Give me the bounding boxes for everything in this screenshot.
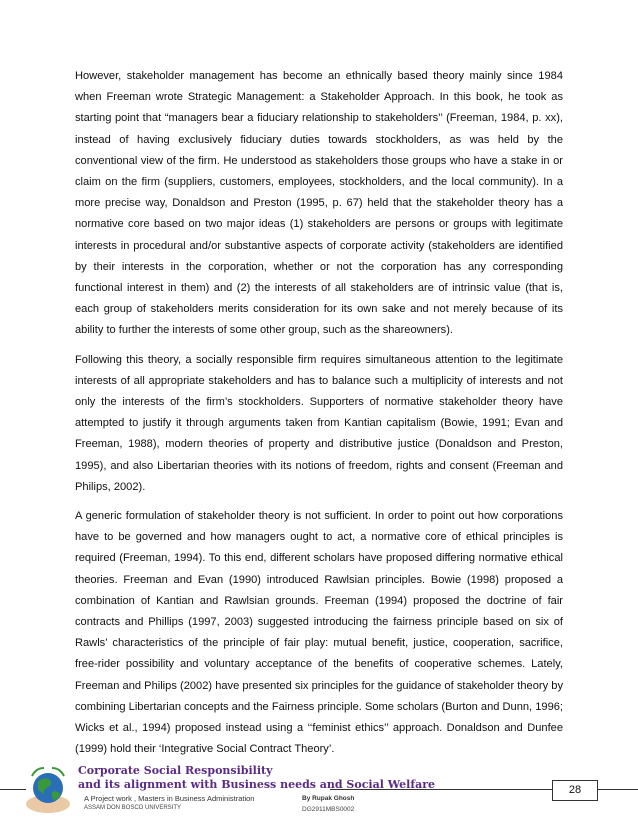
banner-line-2: and its alignment with Business needs and Social Welfare	[78, 778, 436, 791]
page-footer	[0, 762, 638, 826]
body-text	[75, 66, 563, 769]
registration-number: DG2911MBS0002	[302, 806, 355, 813]
university-name: ASSAM DON BOSCO UNIVERSITY	[84, 805, 182, 811]
project-line: A Project work , Masters in Business Administration	[84, 794, 255, 803]
banner-title	[78, 764, 435, 792]
paragraph-2: Following this theory, a socially responsible firm requires simultaneous attention to the legitimate interests of all appropriate stakeholders and has to balance such a multiplicity of interests and not only the interests of the firm’s stockholders. Supporters of normative stakeholder theory have attempted to justify it through arguments taken from Kantian capitalism (Bowie, 1991; Evan and Freeman, 1988), modern theories of property and distributive justice (Donaldson and Preston, 1995), and also Libertarian theories with its notions of freedom, rights and consent (Freeman and Philips, 2002).	[75, 353, 563, 493]
author-name: By Rupak Ghosh	[302, 795, 355, 802]
banner-line-1: Corporate Social Responsibility	[78, 764, 273, 777]
paragraph-3: A generic formulation of stakeholder theory is not sufficient. In order to point out how corporations have to be governed and how managers ought to act, a normative core of ethical principles is required (Freeman, 1994). To this end, different scholars have proposed differing normative ethical theories. Freeman and Evan (1990) introduced Rawlsian principles. Bowie (1998) proposed a combination of Kantian and Rawlsian grounds. Freeman (1994) proposed the doctrine of fair contracts and Phillips (1997, 2003) suggested introducing the fairness principle based on six of Rawls’ characteristics of the principle of fair play: mutual benefit, justice, cooperation, sacrifice, free-rider possibility and voluntary acceptance of the benefits of cooperative schemes. Lately, Freeman and Philips (2002) have presented six principles for the guidance of stakeholder theory by combining Libertarian concepts and the Fairness principle. Some scholars (Burton and Dunn, 1996; Wicks et al., 1994) proposed instead using a ‘‘feminist ethics’’ approach. Donaldson and Dunfee (1999) hold their ‘Integrative Social Contract Theory’.	[75, 510, 563, 756]
page-number-box	[552, 780, 598, 801]
globe-hands-logo-icon	[22, 764, 74, 816]
paragraph-1: However, stakeholder management has become an ethnically based theory mainly since 1984 when Freeman wrote Strategic Management: a Stakeholder Approach. In this book, he took as starting point that “managers bear a fiduciary relationship to stakeholders’’ (Freeman, 1984, p. xx), instead of having exclusively fiduciary duties towards stockholders, as was held by the conventional view of the firm. He understood as stakeholders those groups who have a stake in or claim on the firm (suppliers, customers, employees, stockholders, and the local community). In a more precise way, Donaldson and Preston (1995, p. 67) held that the stakeholder theory has a normative core based on two major ideas (1) stakeholders are persons or groups with legitimate interests in procedural and/or substantive aspects of corporate activity (stakeholders are identified by their interests in the corporation, whether or not the corporation has any corresponding functional interest in them) and (2) the interests of all stakeholders are of intrinsic value (that is, each group of stakeholders merits consideration for its own sake and not merely because of its ability to further the interests of some other group, such as the shareowners).	[75, 70, 563, 337]
page-number: 28	[568, 784, 582, 796]
